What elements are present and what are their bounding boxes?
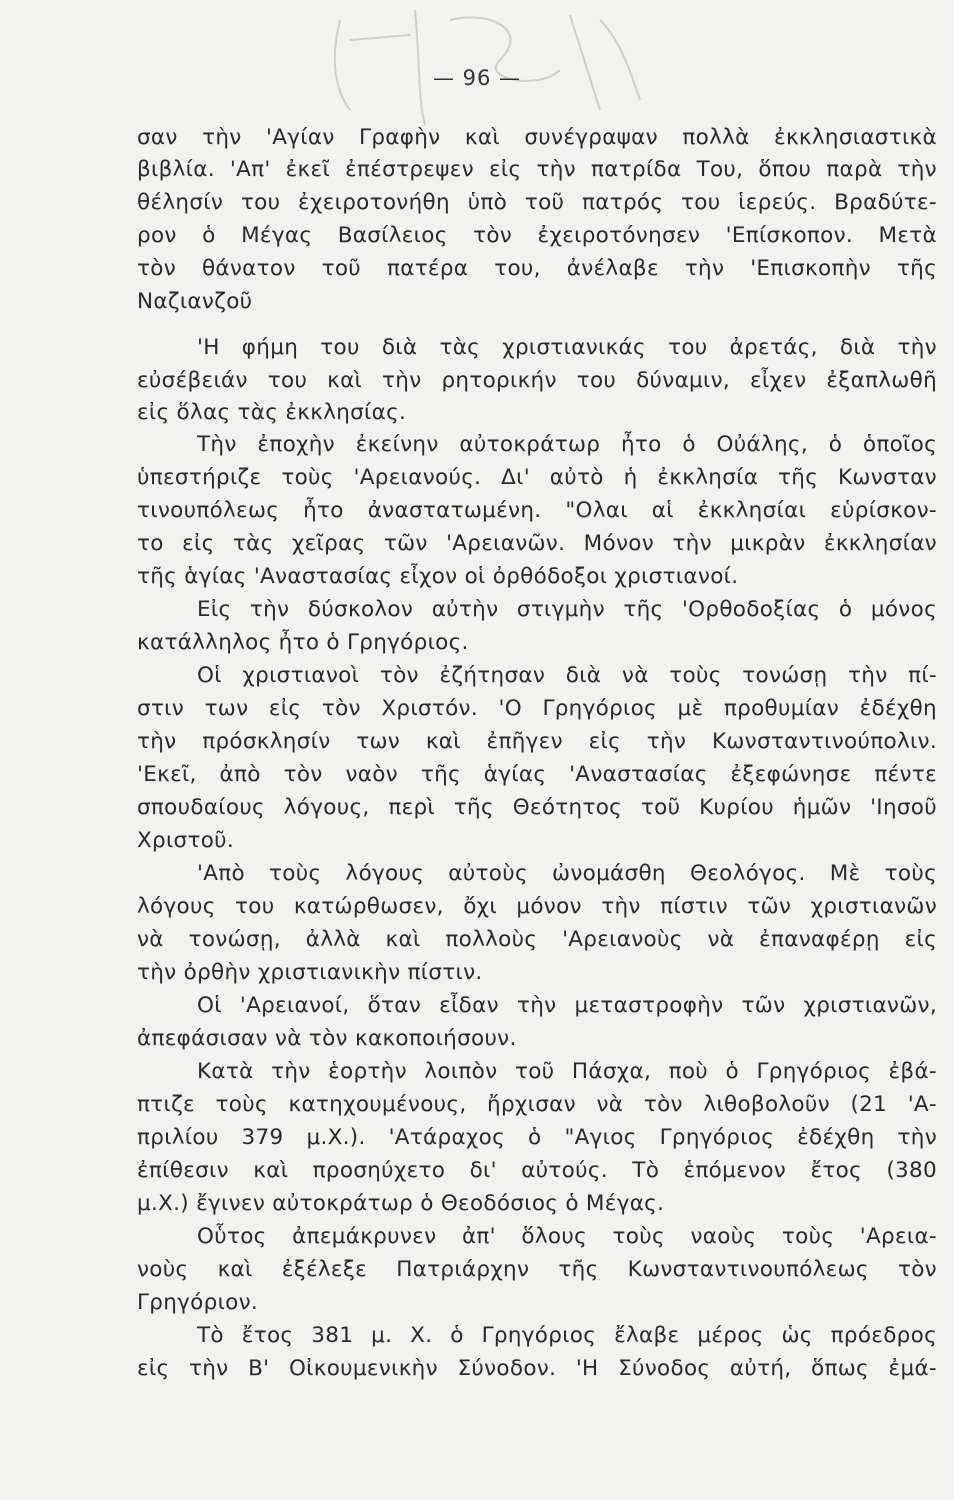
text-line: πριλίου 379 μ.Χ.). 'Ατάραχος ὁ "Αγιος Γρηγόριος ἐδέχθη τὴν: [137, 1125, 937, 1150]
handwritten-signature-mark: [300, 0, 660, 130]
text-line: 'Εκεῖ, ἀπὸ τὸν ναὸν τῆς ἁγίας 'Αναστασίας ἐξεφώνησε πέντε: [137, 762, 937, 787]
text-line: ὑπεστήριζε τοὺς 'Αρειανούς. Δι' αὐτὸ ἡ ἐκκλησία τῆς Κωνσταν: [137, 465, 937, 490]
text-line: στιν των εἰς τὸν Χριστόν. 'Ο Γρηγόριος μὲ προθυμίαν ἐδέχθη: [137, 696, 937, 721]
text-line: τῆς ἁγίας 'Αναστασίας εἶχον οἱ ὀρθόδοξοι χριστιανοί.: [137, 564, 739, 589]
text-line: Ναζιανζοῦ: [137, 289, 253, 314]
text-line: νὰ τονώσῃ, ἀλλὰ καὶ πολλοὺς 'Αρειανοὺς νὰ ἐπαναφέρῃ εἰς: [137, 927, 937, 952]
text-line: Οὗτος ἀπεμάκρυνεν ἀπ' ὅλους τοὺς ναοὺς τοὺς 'Αρεια-: [197, 1224, 937, 1249]
text-line: θέλησίν του ἐχειροτονήθη ὑπὸ τοῦ πατρός του ἱερεύς. Βραδύτε-: [137, 190, 937, 215]
text-line: τινουπόλεως ἦτο ἀναστατωμένη. "Ολαι αἱ ἐκκλησίαι εὑρίσκον-: [137, 498, 937, 523]
text-line: πτιζε τοὺς κατηχουμένους, ἤρχισαν νὰ τὸν λιθοβολοῦν (21 'Α-: [137, 1092, 937, 1117]
text-line: νοὺς καὶ ἐξέλεξε Πατριάρχην τῆς Κωνσταντινουπόλεως τὸν: [137, 1257, 937, 1282]
text-line: ἐπίθεσιν καὶ προσηύχετο δι' αὐτούς. Τὸ ἑπόμενον ἔτος (380: [137, 1158, 937, 1183]
text-line: βιβλία. 'Απ' ἐκεῖ ἐπέστρεψεν εἰς τὴν πατρίδα Του, ὅπου παρὰ τὴν: [137, 157, 937, 182]
page-number: — 96 —: [432, 66, 522, 90]
text-line: λόγους του κατώρθωσεν, ὄχι μόνον τὴν πίστιν τῶν χριστιανῶν: [137, 894, 937, 919]
text-line: Τὸ ἔτος 381 μ. Χ. ὁ Γρηγόριος ἔλαβε μέρος ὡς πρόεδρος: [197, 1323, 937, 1348]
text-line: το εἰς τὰς χεῖρας τῶν 'Αρειανῶν. Μόνον τὴν μικρὰν ἐκκλησίαν: [137, 531, 937, 556]
text-line: κατάλληλος ἦτο ὁ Γρηγόριος.: [137, 630, 469, 655]
text-line: ἀπεφάσισαν νὰ τὸν κακοποιήσουν.: [137, 1026, 517, 1051]
text-line: Οἱ 'Αρειανοί, ὅταν εἶδαν τὴν μεταστροφὴν τῶν χριστιανῶν,: [197, 993, 937, 1018]
text-line: Γρηγόριον.: [137, 1290, 259, 1315]
text-line: σπουδαίους λόγους, περὶ τῆς Θεότητος τοῦ Κυρίου ἡμῶν 'Ιησοῦ: [137, 795, 937, 820]
text-line: εὐσέβειάν του καὶ τὴν ρητορικήν του δύναμιν, εἶχεν ἐξαπλωθῆ: [137, 368, 937, 393]
text-line: εἰς ὅλας τὰς ἐκκλησίας.: [137, 400, 407, 425]
text-line: 'Η φήμη του διὰ τὰς χριστιανικάς του ἀρετάς, διὰ τὴν: [197, 335, 937, 360]
text-line: τὴν ὀρθὴν χριστιανικὴν πίστιν.: [137, 960, 483, 985]
text-line: Τὴν ἐποχὴν ἐκείνην αὐτοκράτωρ ἦτο ὁ Οὐάλης, ὁ ὁποῖος: [197, 432, 937, 457]
text-line: μ.Χ.) ἔγινεν αὐτοκράτωρ ὁ Θεοδόσιος ὁ Μέγας.: [137, 1191, 665, 1216]
text-line: σαν τὴν 'Αγίαν Γραφὴν καὶ συνέγραψαν πολλὰ ἐκκλησιαστικὰ: [137, 125, 937, 150]
text-line: 'Απὸ τοὺς λόγους αὐτοὺς ὠνομάσθη Θεολόγος. Μὲ τοὺς: [197, 861, 937, 886]
text-line: τὴν πρόσκλησίν των καὶ ἐπῆγεν εἰς τὴν Κωνσταντινούπολιν.: [137, 729, 937, 754]
text-line: Οἱ χριστιανοὶ τὸν ἐζήτησαν διὰ νὰ τοὺς τονώσῃ τὴν πί-: [197, 663, 937, 688]
text-line: ρον ὁ Μέγας Βασίλειος τὸν ἐχειροτόνησεν 'Επίσκοπον. Μετὰ: [137, 223, 937, 248]
text-line: Κατὰ τὴν ἑορτὴν λοιπὸν τοῦ Πάσχα, ποὺ ὁ Γρηγόριος ἐβά-: [197, 1059, 937, 1084]
text-line: Χριστοῦ.: [137, 828, 235, 853]
text-line: εἰς τὴν Β' Οἰκουμενικὴν Σύνοδον. 'Η Σύνοδος αὐτή, ὅπως ἐμά-: [137, 1356, 937, 1381]
text-line: τὸν θάνατον τοῦ πατέρα του, ἀνέλαβε τὴν 'Επισκοπὴν τῆς: [137, 256, 937, 281]
text-line: Εἰς τὴν δύσκολον αὐτὴν στιγμὴν τῆς 'Ορθοδοξίας ὁ μόνος: [197, 597, 937, 622]
